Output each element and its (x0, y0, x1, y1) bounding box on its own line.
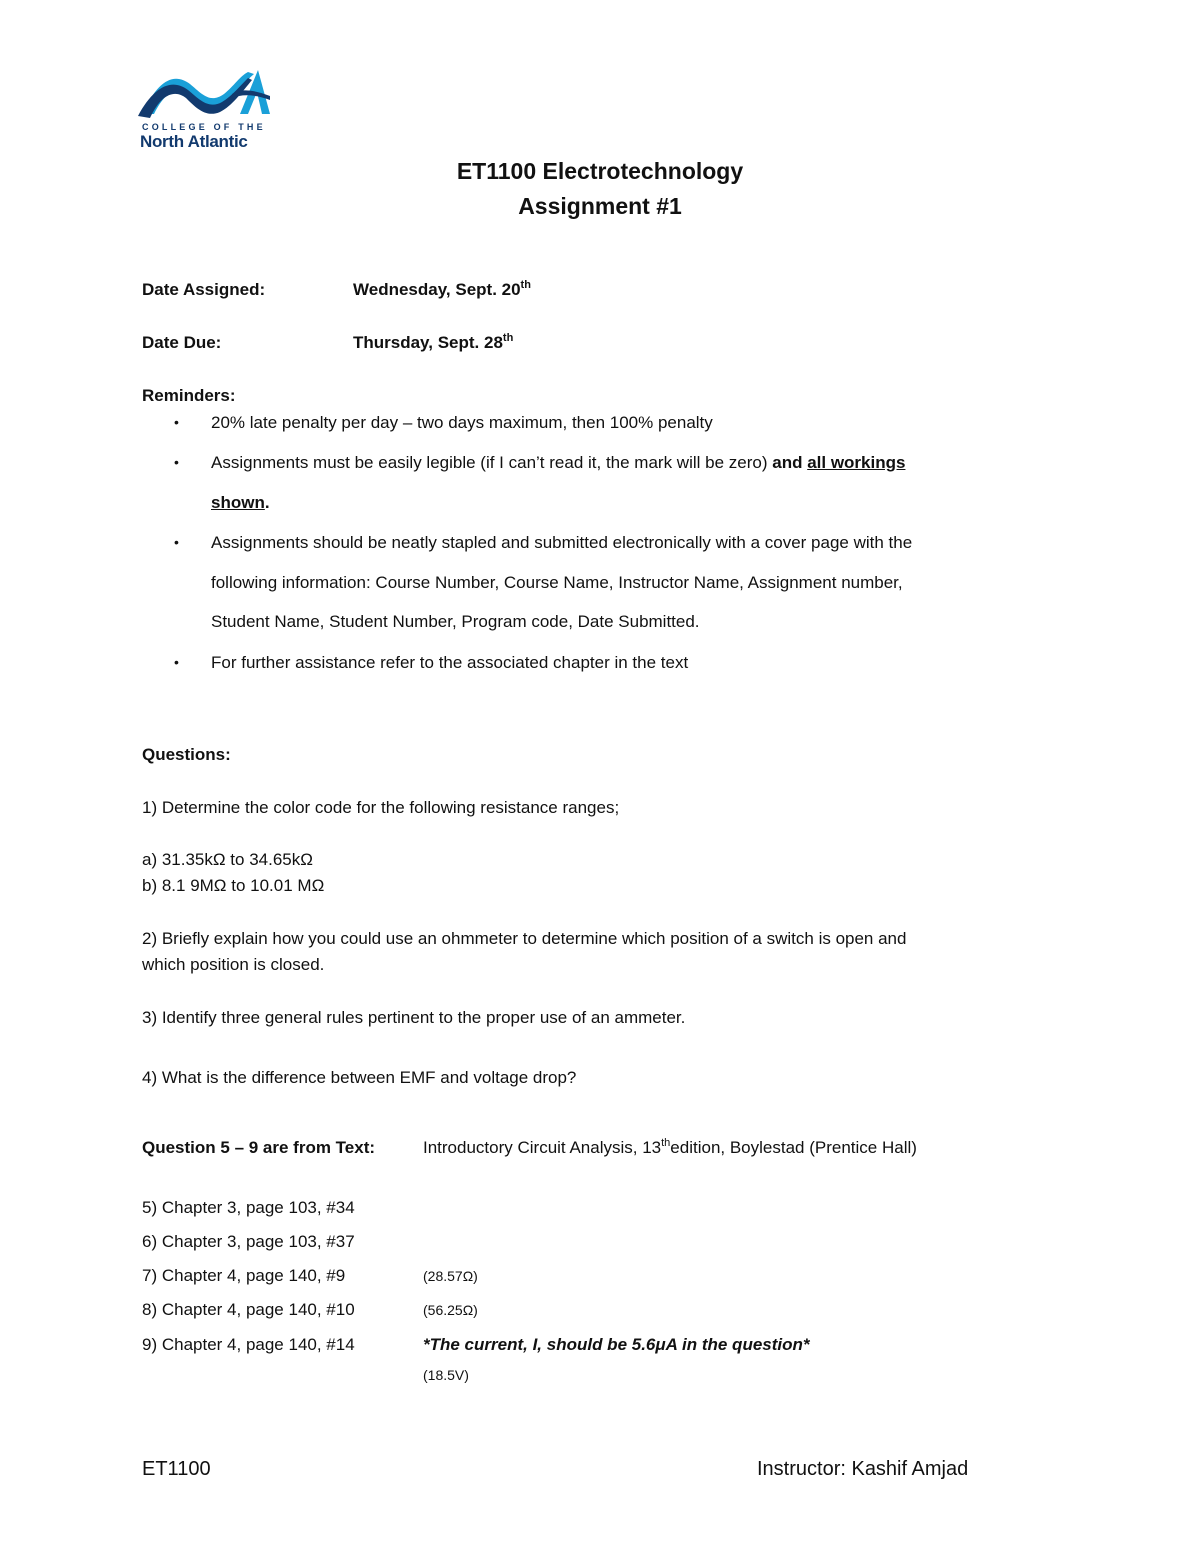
date-assigned-value: Wednesday, Sept. 20th (353, 279, 531, 299)
reminder-item-legible-cont: shown. (211, 493, 270, 512)
reminders-heading: Reminders: (142, 386, 236, 405)
reminder-item-stapled-line3: Student Name, Student Number, Program code, Date Submitted. (211, 612, 700, 631)
date-assigned-label: Date Assigned: (142, 280, 266, 299)
text-reference-label: Question 5 – 9 are from Text: (142, 1138, 376, 1157)
document-title: ET1100 Electrotechnology (456, 158, 744, 184)
text-reference: Introductory Circuit Analysis, 13thedition, Boylestad (Prentice Hall) (423, 1137, 917, 1157)
reminder-item-stapled-line1: Assignments should be neatly stapled and submitted electronically with a cover page with the (211, 533, 913, 552)
question-9-answer: (18.5V) (423, 1367, 469, 1383)
question-8-answer: (56.25Ω) (423, 1302, 478, 1318)
question-7: 7) Chapter 4, page 140, #9 (142, 1266, 346, 1285)
question-8: 8) Chapter 4, page 140, #10 (142, 1300, 355, 1319)
reminder-item-late-penalty: 20% late penalty per day – two days maximum, then 100% penalty (211, 413, 713, 432)
date-due-label: Date Due: (142, 333, 222, 352)
bullet-icon: • (174, 534, 179, 550)
logo-text-college: COLLEGE OF THE (142, 122, 266, 132)
question-6: 6) Chapter 3, page 103, #37 (142, 1232, 355, 1251)
college-logo (136, 64, 272, 156)
question-3: 3) Identify three general rules pertinent to the proper use of an ammeter. (142, 1008, 686, 1027)
question-9: 9) Chapter 4, page 140, #14 (142, 1335, 355, 1354)
bullet-icon: • (174, 654, 179, 670)
footer-course-code: ET1100 (142, 1458, 211, 1480)
reminder-item-assistance: For further assistance refer to the associated chapter in the text (211, 653, 689, 672)
question-7-answer: (28.57Ω) (423, 1268, 478, 1284)
question-1b: b) 8.1 9MΩ to 10.01 MΩ (142, 876, 325, 895)
question-2-line2: which position is closed. (142, 955, 325, 974)
footer-instructor: Instructor: Kashif Amjad (757, 1458, 969, 1480)
reminder-item-legible: Assignments must be easily legible (if I can’t read it, the mark will be zero) and all workings (211, 453, 906, 472)
question-5: 5) Chapter 3, page 103, #34 (142, 1198, 355, 1217)
questions-heading: Questions: (142, 745, 231, 764)
date-due-value: Thursday, Sept. 28th (353, 332, 514, 352)
reminder-item-stapled-line2: following information: Course Number, Course Name, Instructor Name, Assignment number, (211, 573, 903, 592)
document-subtitle: Assignment #1 (518, 193, 682, 219)
question-4: 4) What is the difference between EMF and voltage drop? (142, 1068, 577, 1087)
logo-text-north-atlantic: North Atlantic (140, 132, 248, 151)
bullet-icon: • (174, 414, 179, 430)
bullet-icon: • (174, 454, 179, 470)
question-9-note: *The current, I, should be 5.6μA in the question* (423, 1335, 810, 1354)
question-1: 1) Determine the color code for the following resistance ranges; (142, 798, 620, 817)
question-1a: a) 31.35kΩ to 34.65kΩ (142, 850, 313, 869)
wave-logo-icon (136, 64, 272, 124)
question-2-line1: 2) Briefly explain how you could use an ohmmeter to determine which position of a switch is open and (142, 929, 907, 948)
